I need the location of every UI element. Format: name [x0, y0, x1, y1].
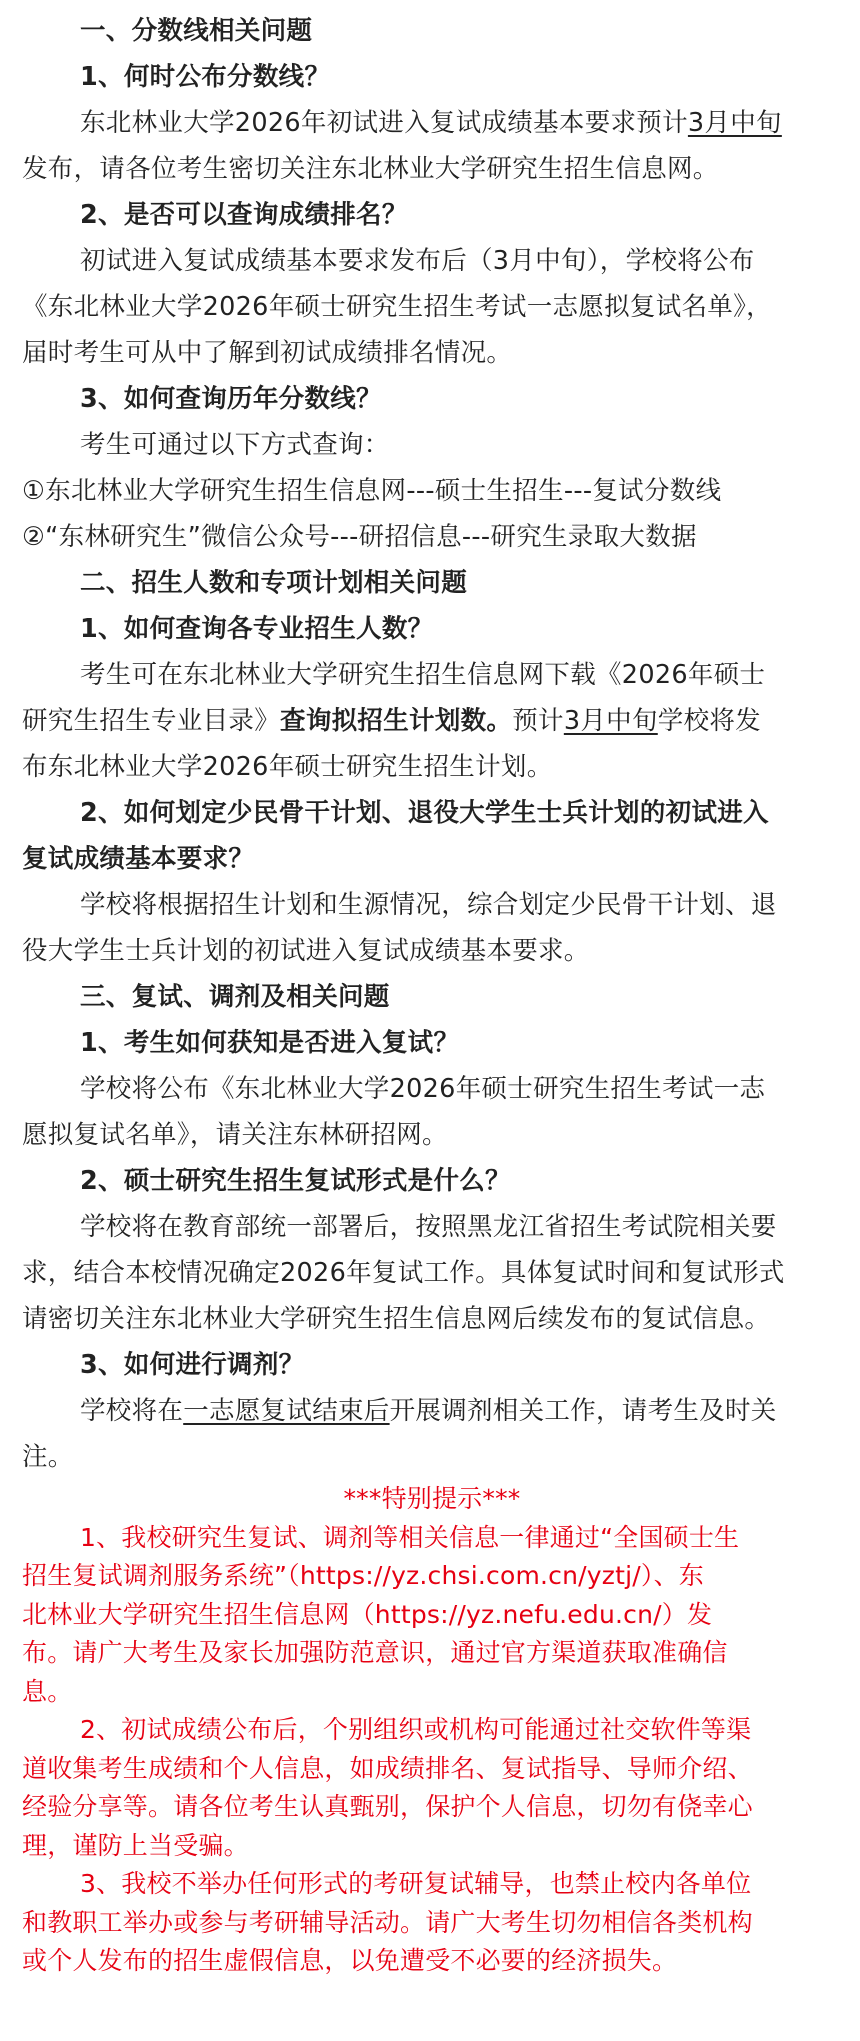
s3-q1-line1: 学校将公布《东北林业大学2026年硕士研究生招生考试一志 — [80, 1074, 766, 1104]
s1-q2-line2: 《东北林业大学2026年硕士研究生招生考试一志愿拟复试名单》， — [22, 292, 772, 322]
s3-q2-line2: 求，结合本校情况确定2026年复试工作。具体复试时间和复试形式 — [22, 1258, 785, 1288]
s2-q1-title: 1、如何查询各专业招生人数？ — [80, 614, 434, 644]
date-underlined: 3月中旬 — [687, 108, 782, 138]
section-1-title: 一、分数线相关问题 — [80, 16, 313, 46]
s3-q2-line1: 学校将在教育部统一部署后，按照黑龙江省招生考试院相关要 — [80, 1212, 777, 1242]
s2-q2-line1: 学校将根据招生计划和生源情况，综合划定少民骨干计划、退 — [80, 890, 777, 920]
special-notice — [22, 1480, 842, 1981]
s2-q1-line3: 布东北林业大学2026年硕士研究生招生计划。 — [22, 752, 553, 782]
notice-title: ***特别提示*** — [343, 1484, 521, 1513]
s3-q1-line2: 愿拟复试名单》，请关注东林研招网。 — [22, 1120, 448, 1150]
notice-p2-line: 2、初试成绩公布后，个别组织或机构可能通过社交软件等渠 — [80, 1715, 752, 1744]
s3-q1-title: 1、考生如何获知是否进入复试？ — [80, 1028, 460, 1058]
document-body — [22, 8, 842, 1480]
s1-q3-title: 3、如何查询历年分数线？ — [80, 384, 382, 414]
s3-q3-line1: 学校将在一志愿复试结束后开展调剂相关工作，请考生及时关 — [80, 1396, 777, 1426]
s2-q1-line2: 研究生招生专业目录》查询拟招生计划数。预计3月中旬学校将发 — [22, 706, 761, 736]
s3-q3-title: 3、如何进行调剂？ — [80, 1350, 305, 1380]
s3-q3-line2: 注。 — [22, 1442, 74, 1472]
notice-p3-line: 或个人发布的招生虚假信息，以免遭受不必要的经济损失。 — [22, 1946, 678, 1975]
bold-phrase: 查询拟招生计划数。 — [280, 706, 513, 736]
s2-q2-title-line2: 复试成绩基本要求？ — [22, 844, 255, 874]
notice-paragraph-3 — [22, 1865, 842, 1981]
notice-p2-line: 经验分享等。请各位考生认真甄别，保护个人信息，切勿有侥幸心 — [22, 1792, 753, 1821]
notice-p1-line: 息。 — [22, 1676, 73, 1706]
s2-q2-title-line1: 2、如何划定少民骨干计划、退役大学生士兵计划的初试进入 — [80, 798, 769, 828]
s2-q1-line1: 考生可在东北林业大学研究生招生信息网下载《2026年硕士 — [80, 660, 766, 690]
section-3-title: 三、复试、调剂及相关问题 — [80, 982, 390, 1012]
underlined-phrase: 一志愿复试结束后 — [183, 1396, 390, 1426]
s1-q1-title: 1、何时公布分数线？ — [80, 62, 331, 92]
s1-q3-line1: 考生可通过以下方式查询： — [80, 430, 390, 460]
s1-q3-line3: ②“东林研究生”微信公众号---研招信息---研究生录取大数据 — [22, 522, 697, 552]
s3-q2-line3: 请密切关注东北林业大学研究生招生信息网后续发布的复试信息。 — [22, 1304, 771, 1334]
s1-q2-title: 2、是否可以查询成绩排名？ — [80, 200, 408, 230]
section-2-title: 二、招生人数和专项计划相关问题 — [80, 568, 468, 598]
s1-q1-line1: 东北林业大学2026年初试进入复试成绩基本要求预计3月中旬 — [80, 108, 782, 138]
notice-p2-line: 理，谨防上当受骗。 — [22, 1830, 249, 1860]
notice-p1-line: 招生复试调剂服务系统”（https://yz.chsi.com.cn/yztj/）、东 — [22, 1561, 704, 1590]
s3-q2-title: 2、硕士研究生招生复试形式是什么？ — [80, 1166, 511, 1196]
notice-paragraph-1 — [22, 1519, 842, 1712]
notice-p3-line: 和教职工举办或参与考研辅导活动。请广大考生切勿相信各类机构 — [22, 1907, 753, 1937]
notice-p1-line: 北林业大学研究生招生信息网（https://yz.nefu.edu.cn/）发 — [22, 1599, 713, 1629]
s2-q2-line2: 役大学生士兵计划的初试进入复试成绩基本要求。 — [22, 936, 590, 966]
notice-paragraph-2 — [22, 1711, 842, 1865]
s1-q2-line3: 届时考生可从中了解到初试成绩排名情况。 — [22, 338, 513, 368]
s1-q3-line2: ①东北林业大学研究生招生信息网---硕士生招生---复试分数线 — [22, 476, 722, 506]
notice-p1-line: 布。请广大考生及家长加强防范意识，通过官方渠道获取准确信 — [22, 1638, 728, 1667]
notice-p3-line: 3、我校不举办任何形式的考研复试辅导，也禁止校内各单位 — [80, 1869, 752, 1898]
notice-p1-line: 1、我校研究生复试、调剂等相关信息一律通过“全国硕士生 — [80, 1522, 740, 1552]
s1-q2-line1: 初试进入复试成绩基本要求发布后（3月中旬），学校将公布 — [80, 246, 755, 276]
date-underlined: 3月中旬 — [563, 706, 658, 736]
s1-q1-line2: 发布，请各位考生密切关注东北林业大学研究生招生信息网。 — [22, 154, 719, 184]
notice-p2-line: 道收集考生成绩和个人信息，如成绩排名、复试指导、导师介绍、 — [22, 1753, 753, 1783]
